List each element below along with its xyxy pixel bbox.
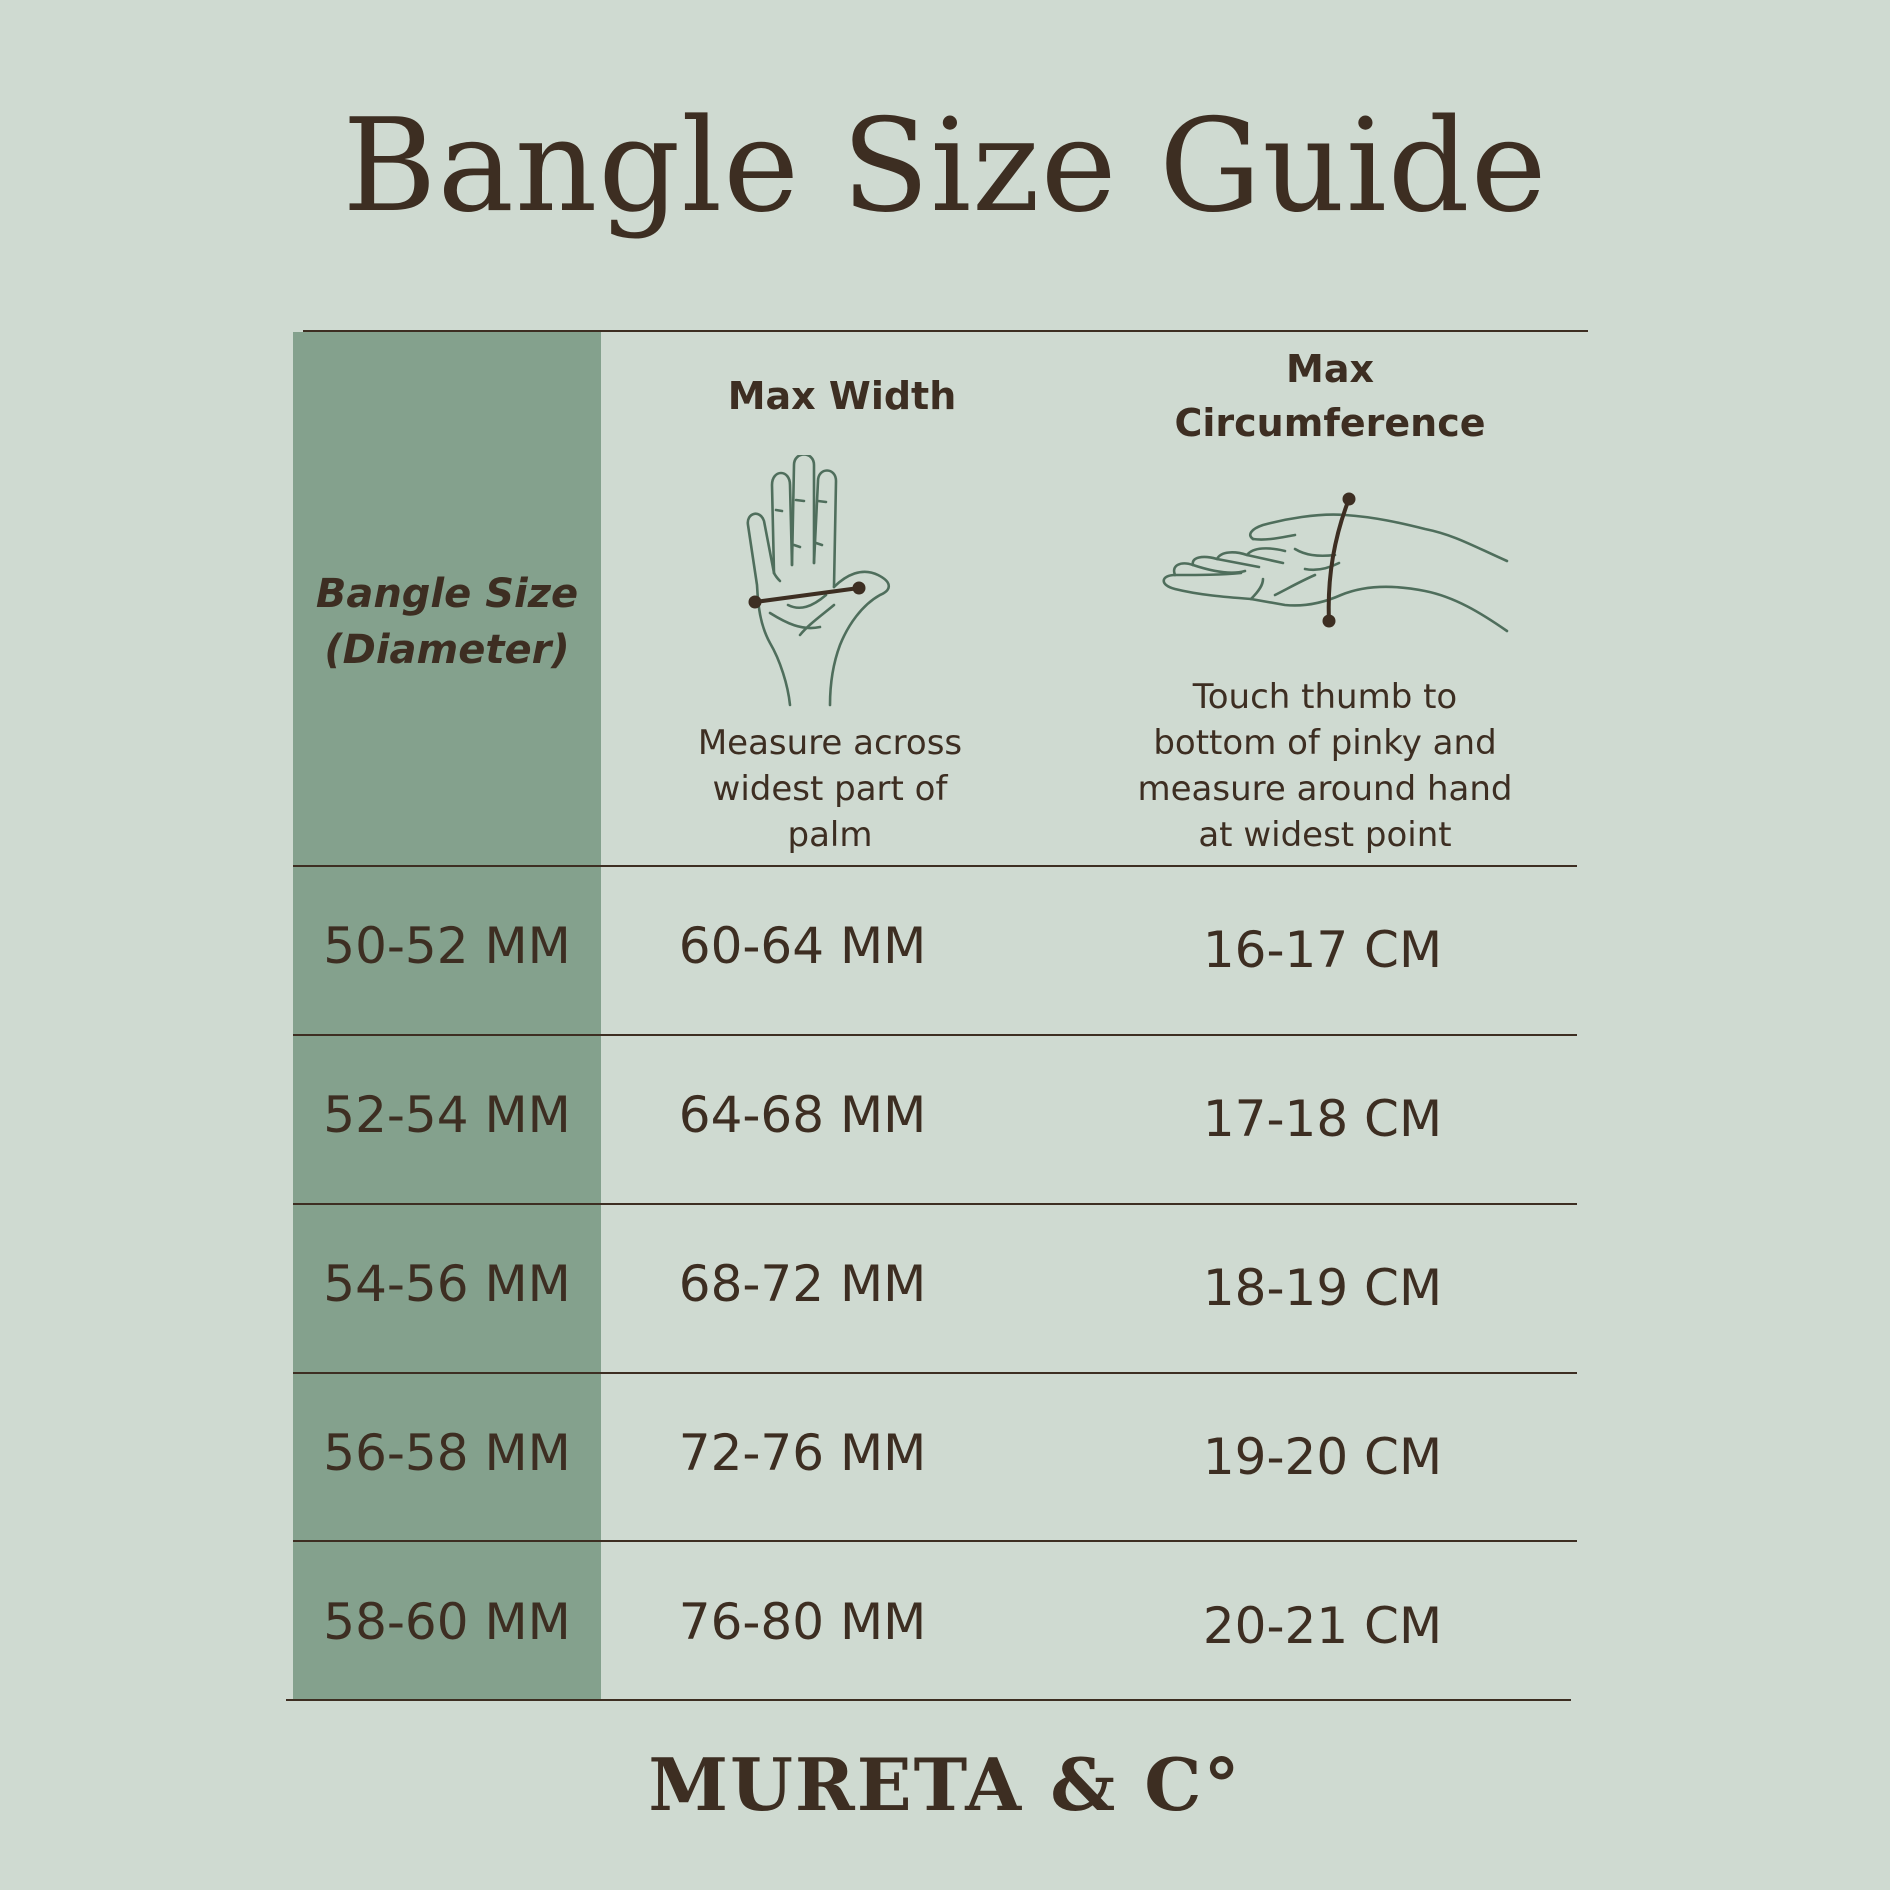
max-circumference-cell: 20-21 CM — [1202, 1597, 1443, 1655]
row-divider — [293, 1540, 1577, 1542]
bangle-size-cell: 56-58 MM — [323, 1424, 571, 1482]
max-circumference-header: Max Circumference — [1174, 347, 1486, 445]
max-width-cell: 68-72 MM — [678, 1255, 927, 1313]
header-bottom-rule — [293, 865, 1577, 867]
max-circumference-cell: 19-20 CM — [1202, 1428, 1443, 1486]
size-column-background — [293, 332, 601, 1700]
max-circumference-cell: 17-18 CM — [1202, 1090, 1443, 1148]
width-measure-line — [749, 582, 865, 608]
bangle-size-header-line: Bangle Size — [315, 571, 579, 617]
bangle-size-cell: 54-56 MM — [323, 1255, 571, 1313]
page-title: Bangle Size Guide — [342, 92, 1548, 241]
max-width-cell: 60-64 MM — [678, 917, 927, 975]
max-width-cell: 72-76 MM — [678, 1424, 927, 1482]
bangle-size-cell: 50-52 MM — [323, 917, 571, 975]
circumference-measure-line — [1323, 493, 1355, 627]
max-width-header-line: Max Width — [727, 374, 957, 418]
max-width-cell: 64-68 MM — [678, 1086, 927, 1144]
max-circumference-cell: 18-19 CM — [1202, 1259, 1443, 1317]
max-width-cell: 76-80 MM — [678, 1593, 927, 1651]
bangle-size-header-line: (Diameter) — [324, 627, 570, 673]
row-divider — [293, 1372, 1577, 1374]
brand-logo: MURETA & C° — [648, 1742, 1242, 1827]
row-divider — [293, 1203, 1577, 1205]
hand-circumference-measure-icon — [1155, 485, 1515, 635]
max-circumference-description: Touch thumb to bottom of pinky and measure around hand at widest point — [1137, 677, 1513, 855]
bangle-size-cell: 58-60 MM — [323, 1593, 571, 1651]
max-circumference-cell: 16-17 CM — [1202, 921, 1443, 979]
open-palm-measure-icon — [730, 455, 940, 715]
bangle-size-cell: 52-54 MM — [323, 1086, 571, 1144]
table-top-rule — [303, 330, 1588, 332]
bangle-size-header — [293, 566, 601, 678]
max-width-description: Measure across widest part of palm — [697, 723, 963, 855]
row-divider — [293, 1034, 1577, 1036]
table-bottom-rule — [286, 1699, 1571, 1701]
max-width-header — [642, 369, 1042, 423]
